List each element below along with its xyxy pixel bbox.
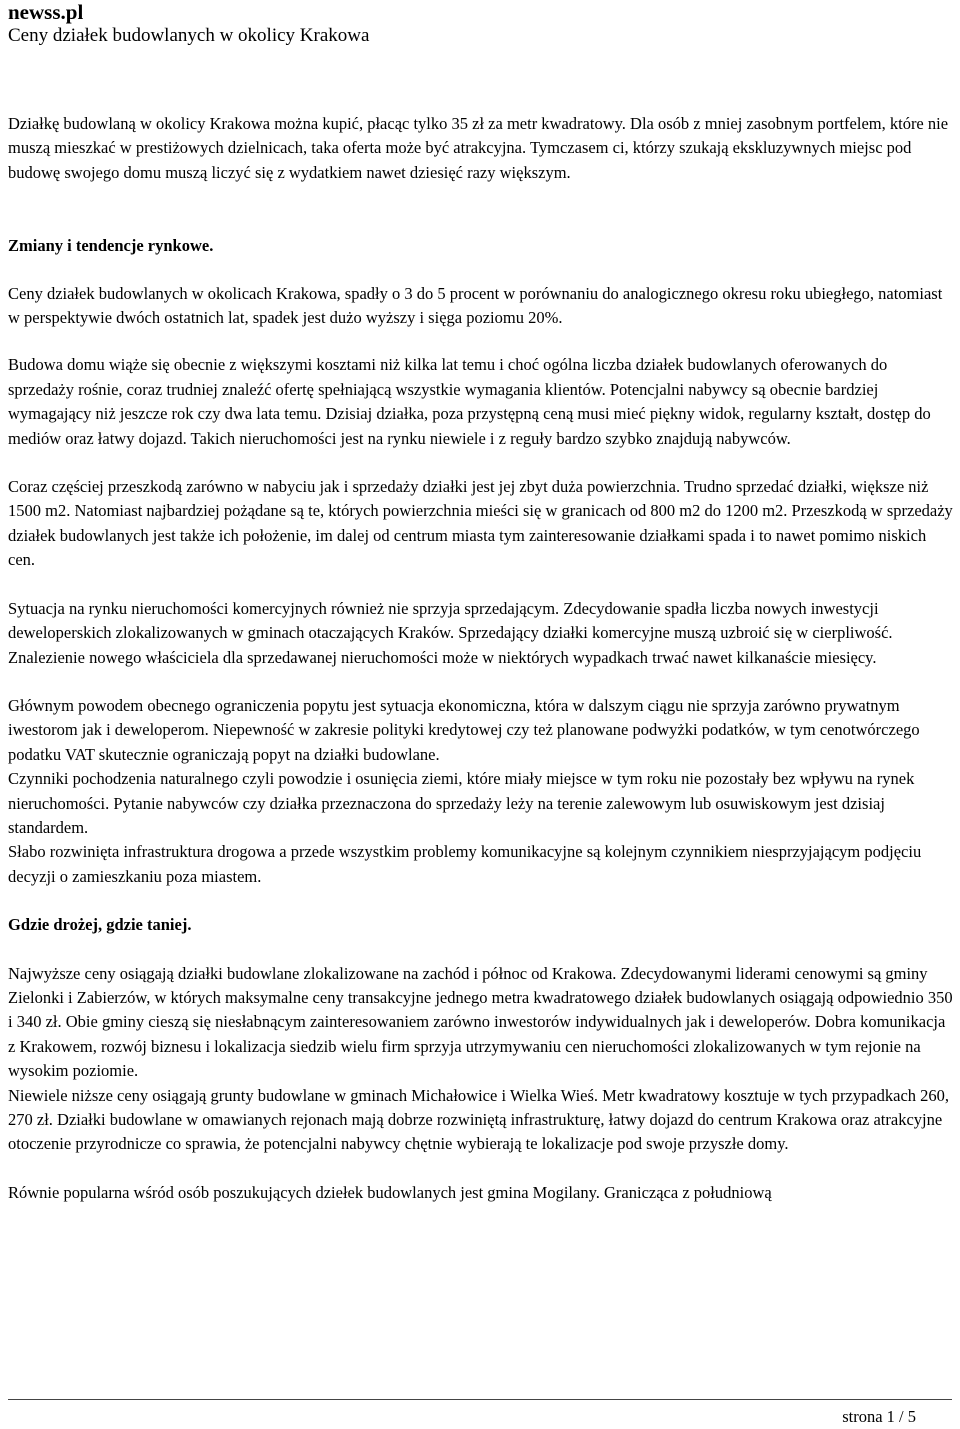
document-header: [8, 0, 952, 48]
paragraph-price-drop: Ceny działek budowlanych w okolicach Krakowa, spadły o 3 do 5 procent w porównaniu do analogicznego okresu roku ubiegłego, natomiast w perspektywie dwóch ostatnich lat, spadek jest dużo wyższy i sięga poziomu 20%.: [8, 283, 943, 328]
paragraph-infrastructure: Słabo rozwinięta infrastruktura drogowa a przede wszystkim problemy komunikacyjne są kolejnym czynnikiem niesprzyjającym podjęciu decyzji o zamieszkaniu poza miastem.: [8, 842, 922, 886]
section-heading-prices-by-area: Gdzie drożej, gdzie taniej.: [8, 915, 192, 935]
footer-divider: [8, 1399, 952, 1400]
paragraph-economic-situation: Głównym powodem obecnego ograniczenia popytu jest sytuacja ekonomiczna, która w dalszym ciągu nie sprzyja zarówno prywatnym iwestorom jak i deweloperom. Niepewność w zakresie polityki kredytowej czy też planowane podwyżki podatków, w tym cenotwórczego podatku VAT skutecznie ograniczają popyt na działki budowlane.: [8, 695, 920, 764]
article-body: [8, 112, 956, 1205]
paragraph-plot-size: Coraz częściej przeszkodą zarówno w nabyciu jak i sprzedaży działki jest jej zbyt duża powierzchnia. Trudno sprzedać działki, większe niż 1500 m2. Natomiast najbardziej pożądane są te, których powierzchnia mieści się w granicach od 800 m2 do 1200 m2. Przeszkodą w sprzedaży działek budowlanych jest także ich położenie, im dalej od centrum miasta tym zainteresowanie działkami spada i to nawet pomimo niskich cen.: [8, 477, 953, 570]
paragraph-lower-prices: Niewiele niższe ceny osiągają grunty budowlane w gminach Michałowice i Wielka Wieś. Metr kwadratowy kosztuje w tych przypadkach 260, 270 zł. Działki budowlane w omawianych rejonach mają dobrze rozwiniętą infrastrukturę, łatwy dojazd do centrum Krakowa oraz atrakcyjne otoczenie przyrodnicze co sprawia, że potencjalni nabywcy chętnie wybierają te lokalizacje pod swoje przyszłe domy.: [8, 1085, 950, 1154]
paragraph-highest-prices: Najwyższe ceny osiągają działki budowlane zlokalizowane na zachód i północ od Krakowa. Zdecydowanymi liderami cenowymi są gminy Zielonki i Zabierzów, w których maksymalne ceny transakcyjne jednego metra kwadratowego działek budowlanych osiągają odpowiednio 350 i 340 zł. Obie gminy cieszą się niesłabnącym zainteresowaniem zarówno inwestorów indywidualnych jak i deweloperów. Dobra komunikacja z Krakowem, rozwój biznesu i lokalizacja siedzib wielu firm sprzyja utrzymywaniu cen nieruchomości zlokalizowanych w tym rejonie na wysokim poziomie.: [8, 963, 953, 1081]
paragraph-intro: Działkę budowlaną w okolicy Krakowa można kupić, płacąc tylko 35 zł za metr kwadratowy. Dla osób z mniej zasobnym portfelem, które nie muszą mieszkać w prestiżowych dzielnicach, taka oferta może być atrakcyjna. Tymczasem ci, którzy szukają ekskluzywnych miejsc pod budowę swojego domu muszą liczyć się z wydatkiem nawet dziesięć razy większym.: [8, 114, 949, 182]
section-heading-market-trends: Zmiany i tendencje rynkowe.: [8, 236, 214, 256]
paragraph-building-costs: Budowa domu wiąże się obecnie z większymi kosztami niż kilka lat temu i choć ogólna liczba działek budowlanych oferowanych do sprzedaży rośnie, coraz trudniej znaleźć ofertę spełniającą wszystkie wymagania klientów. Potencjalni nabywcy są obecnie bardziej wymagający niż jeszcze rok czy dwa lata temu. Dzisiaj działka, poza przystępną ceną musi mieć piękny widok, regularny kształt, dostęp do mediów oraz łatwy dojazd. Takich nieruchomości jest na rynku niewiele i z reguły bardzo szybko znajdują nabywców.: [8, 355, 931, 448]
page-title: Ceny działek budowlanych w okolicy Krakowa: [8, 25, 370, 46]
site-name: newss.pl: [8, 0, 84, 24]
paragraph-commercial-market: Sytuacja na rynku nieruchomości komercyjnych również nie sprzyja sprzedającym. Zdecydowanie spadła liczba nowych inwestycji deweloperskich zlokalizowanych w gminach otaczających Kraków. Sprzedający działki komercyjne muszą uzbroić się w cierpliwość. Znalezienie nowego właściciela dla sprzedawanej nieruchomości może w niektórych wypadkach trwać nawet kilkanaście miesięcy.: [8, 598, 893, 667]
paragraph-natural-factors: Czynniki pochodzenia naturalnego czyli powodzie i osunięcia ziemi, które miały miejsce w tym roku nie pozostały bez wpływu na rynek nieruchomości. Pytanie nabywców czy działka przeznaczona do sprzedaży leży na terenie zalewowym lub osuwiskowym jest dzisiaj standardem.: [8, 769, 915, 837]
paragraph-mogilany: Równie popularna wśród osób poszukujących dziełek budowlanych jest gmina Mogilany. Granicząca z południową: [8, 1182, 772, 1202]
page-number: strona 1 / 5: [842, 1407, 916, 1426]
